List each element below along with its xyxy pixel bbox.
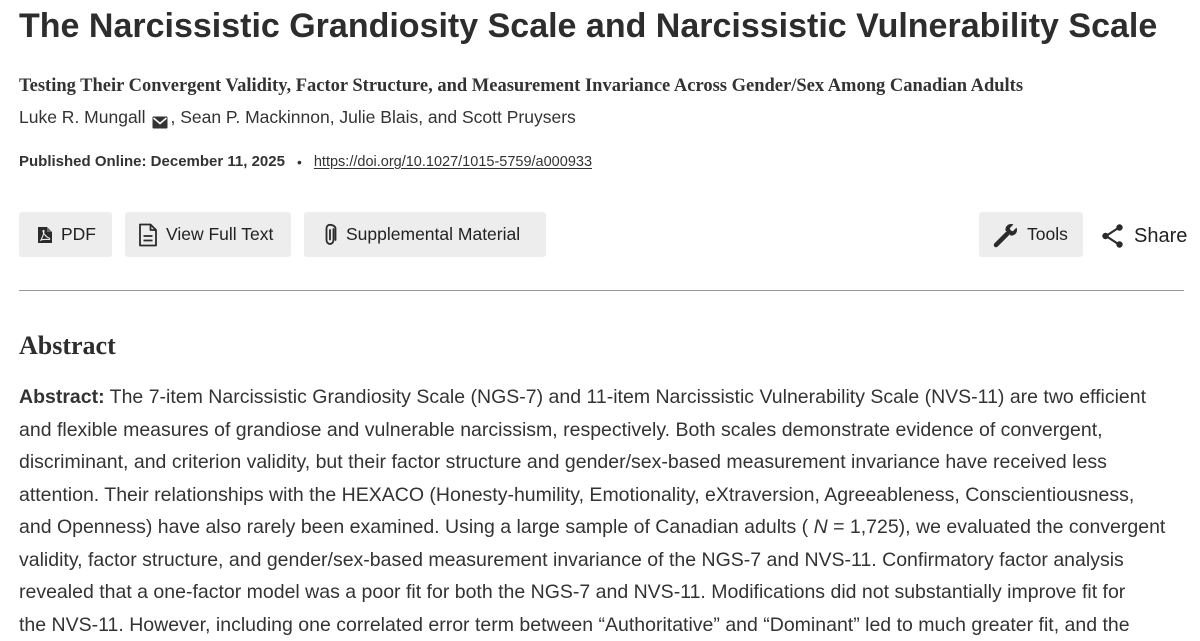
- abstract-line-7: revealed that a one-factor model was a poor fit for both the NGS-7 and NVS-11. Modifications did not substantially improve fit for: [19, 581, 1126, 603]
- abstract-line-5: [19, 511, 1189, 544]
- published-date: Published Online: December 11, 2025: [19, 153, 285, 170]
- tools-label: Tools: [1027, 224, 1068, 244]
- pdf-button[interactable]: [19, 212, 112, 257]
- abstract-line-5-b: = 1,725), we evaluated the convergent: [827, 516, 1166, 538]
- abstract-line-1: [19, 381, 1189, 414]
- author-link-first[interactable]: Luke R. Mungall: [19, 107, 146, 127]
- meta-separator: •: [296, 154, 302, 170]
- abstract-lead-label: Abstract:: [19, 386, 105, 408]
- abstract-line-5-a: and Openness) have also rarely been examined. Using a large sample of Canadian adults (: [19, 516, 814, 538]
- author-list-rest[interactable]: , Sean P. Mackinnon, Julie Blais, and Scott Pruysers: [170, 107, 576, 127]
- section-divider: [19, 290, 1184, 291]
- abstract-line-8: the NVS-11. However, including one correlated error term between “Authoritative” and “Dominant” led to much greater fit, and the: [19, 613, 1130, 636]
- pdf-button-label: PDF: [61, 224, 96, 244]
- abstract-line-1-text: The 7-item Narcissistic Grandiosity Scale (NGS-7) and 11-item Narcissistic Vulnerability Scale (NVS-11) are two efficient: [104, 386, 1147, 408]
- share-button[interactable]: [1100, 223, 1187, 249]
- doi-link[interactable]: https://doi.org/10.1027/1015-5759/a000933: [313, 154, 593, 170]
- author-list: [19, 105, 576, 129]
- share-icon: [1100, 223, 1126, 249]
- supplemental-material-button[interactable]: [304, 212, 546, 257]
- abstract-line-2: and flexible measures of grandiose and vulnerable narcissism, respectively. Both scales demonstrate evidence of convergent,: [19, 418, 1103, 441]
- pdf-icon: [37, 226, 53, 244]
- article-subtitle: Testing Their Convergent Validity, Factor Structure, and Measurement Invariance Across Gender/Sex Among Canadian Adults: [19, 76, 1024, 96]
- article-title: The Narcissistic Grandiosity Scale and Narcissistic Vulnerability Scale: [19, 7, 1158, 45]
- abstract-sample-n: N: [813, 516, 828, 538]
- share-label: Share: [1134, 224, 1188, 247]
- document-icon: [138, 223, 158, 247]
- view-full-text-button[interactable]: [125, 212, 291, 257]
- abstract-line-6: validity, factor structure, and gender/sex-based measurement invariance of the NGS-7 and NVS-11. Confirmatory factor analysis: [19, 548, 1124, 571]
- abstract-line-4: attention. Their relationships with the HEXACO (Honesty-humility, Emotionality, eXtraversion, Agreeableness, Conscientiousness,: [19, 483, 1135, 506]
- mail-icon[interactable]: [152, 111, 168, 124]
- wrench-icon: [993, 222, 1019, 248]
- view-full-text-label: View Full Text: [166, 224, 274, 244]
- publication-meta: [19, 151, 592, 173]
- tools-button[interactable]: [979, 212, 1083, 257]
- abstract-body: [19, 381, 1189, 641]
- supplemental-material-label: Supplemental Material: [346, 224, 521, 244]
- abstract-heading: Abstract: [19, 331, 116, 360]
- abstract-line-3: discriminant, and criterion validity, but their factor structure and gender/sex-based measurement invariance have received less: [19, 451, 1107, 473]
- paperclip-icon: [324, 223, 338, 247]
